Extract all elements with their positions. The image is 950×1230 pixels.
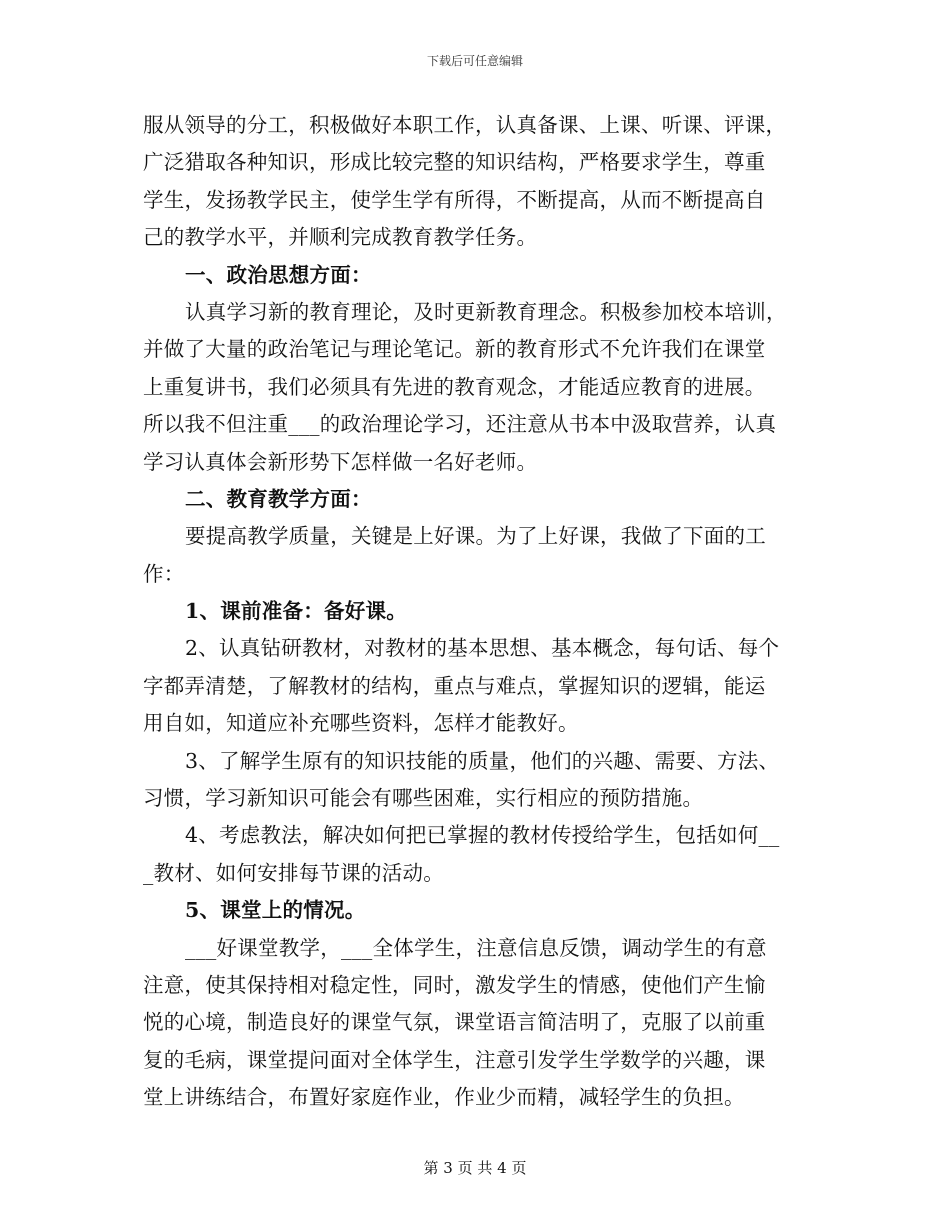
section-heading-politics: 一、政治思想方面： (185, 262, 372, 287)
paragraph-line: 学生，发扬教学民主，使学生学有所得，不断提高，从而不断提高自 (143, 187, 766, 212)
paragraph-line: 广泛猎取各种知识，形成比较完整的知识结构，严格要求学生，尊重 (143, 150, 766, 175)
paragraph-line: 己的教学水平，并顺利完成教育教学任务。 (143, 225, 538, 250)
paragraph-line: 要提高教学质量，关键是上好课。为了上好课，我做了下面的工 (185, 524, 766, 549)
subheading-classroom: 5、课堂上的情况。 (185, 898, 366, 923)
paragraph-line: 复的毛病，课堂提问面对全体学生，注意引发学生学数学的兴趣，课 (143, 1047, 766, 1072)
paragraph-line: 上重复讲书，我们必须具有先进的教育观念，才能适应教育的进展。 (143, 374, 766, 399)
paragraph-line: 堂上讲练结合，布置好家庭作业，作业少而精，减轻学生的负担。 (143, 1085, 745, 1110)
paragraph-line: 并做了大量的政治笔记与理论笔记。新的教育形式不允许我们在课堂 (143, 337, 766, 362)
paragraph-line: 4、考虑教法，解决如何把已掌握的教材传授给学生，包括如何__ (185, 823, 780, 848)
paragraph-line: 用自如，知道应补充哪些资料，怎样才能教好。 (143, 711, 579, 736)
section-heading-teaching: 二、教育教学方面： (185, 486, 372, 511)
page-header: 下载后可任意编辑 (426, 54, 523, 68)
paragraph-line: 认真学习新的教育理论，及时更新教育理念。积极参加校本培训， (185, 299, 787, 324)
page-footer: 第 3 页 共 4 页 (423, 1159, 527, 1177)
paragraph-line: 作： (143, 561, 185, 586)
paragraph-line: 习惯，学习新知识可能会有哪些困难，实行相应的预防措施。 (143, 786, 704, 811)
paragraph-line: 所以我不但注重___的政治理论学习，还注意从书本中汲取营养，认真 (143, 412, 777, 437)
subheading-preparation: 1、课前准备：备好课。 (185, 599, 408, 624)
paragraph-line: 注意，使其保持相对稳定性，同时，激发学生的情感，使他们产生愉 (143, 972, 766, 997)
paragraph-line: ___好课堂教学，___全体学生，注意信息反馈，调动学生的有意 (185, 935, 767, 960)
paragraph-line: _教材、如何安排每节课的活动。 (143, 860, 444, 885)
paragraph-line: 学习认真体会新形势下怎样做一名好老师。 (143, 449, 538, 474)
paragraph-line: 2、认真钻研教材，对教材的基本思想、基本概念，每句话、每个 (185, 636, 780, 661)
paragraph-line: 悦的心境，制造良好的课堂气氛，课堂语言简洁明了，克服了以前重 (143, 1010, 766, 1035)
paragraph-line: 字都弄清楚，了解教材的结构，重点与难点，掌握知识的逻辑，能运 (143, 673, 766, 698)
document-body (143, 107, 810, 1117)
paragraph-line: 服从领导的分工，积极做好本职工作，认真备课、上课、听课、评课， (143, 113, 787, 137)
paragraph-line: 3、了解学生原有的知识技能的质量，他们的兴趣、需要、方法、 (185, 748, 780, 773)
